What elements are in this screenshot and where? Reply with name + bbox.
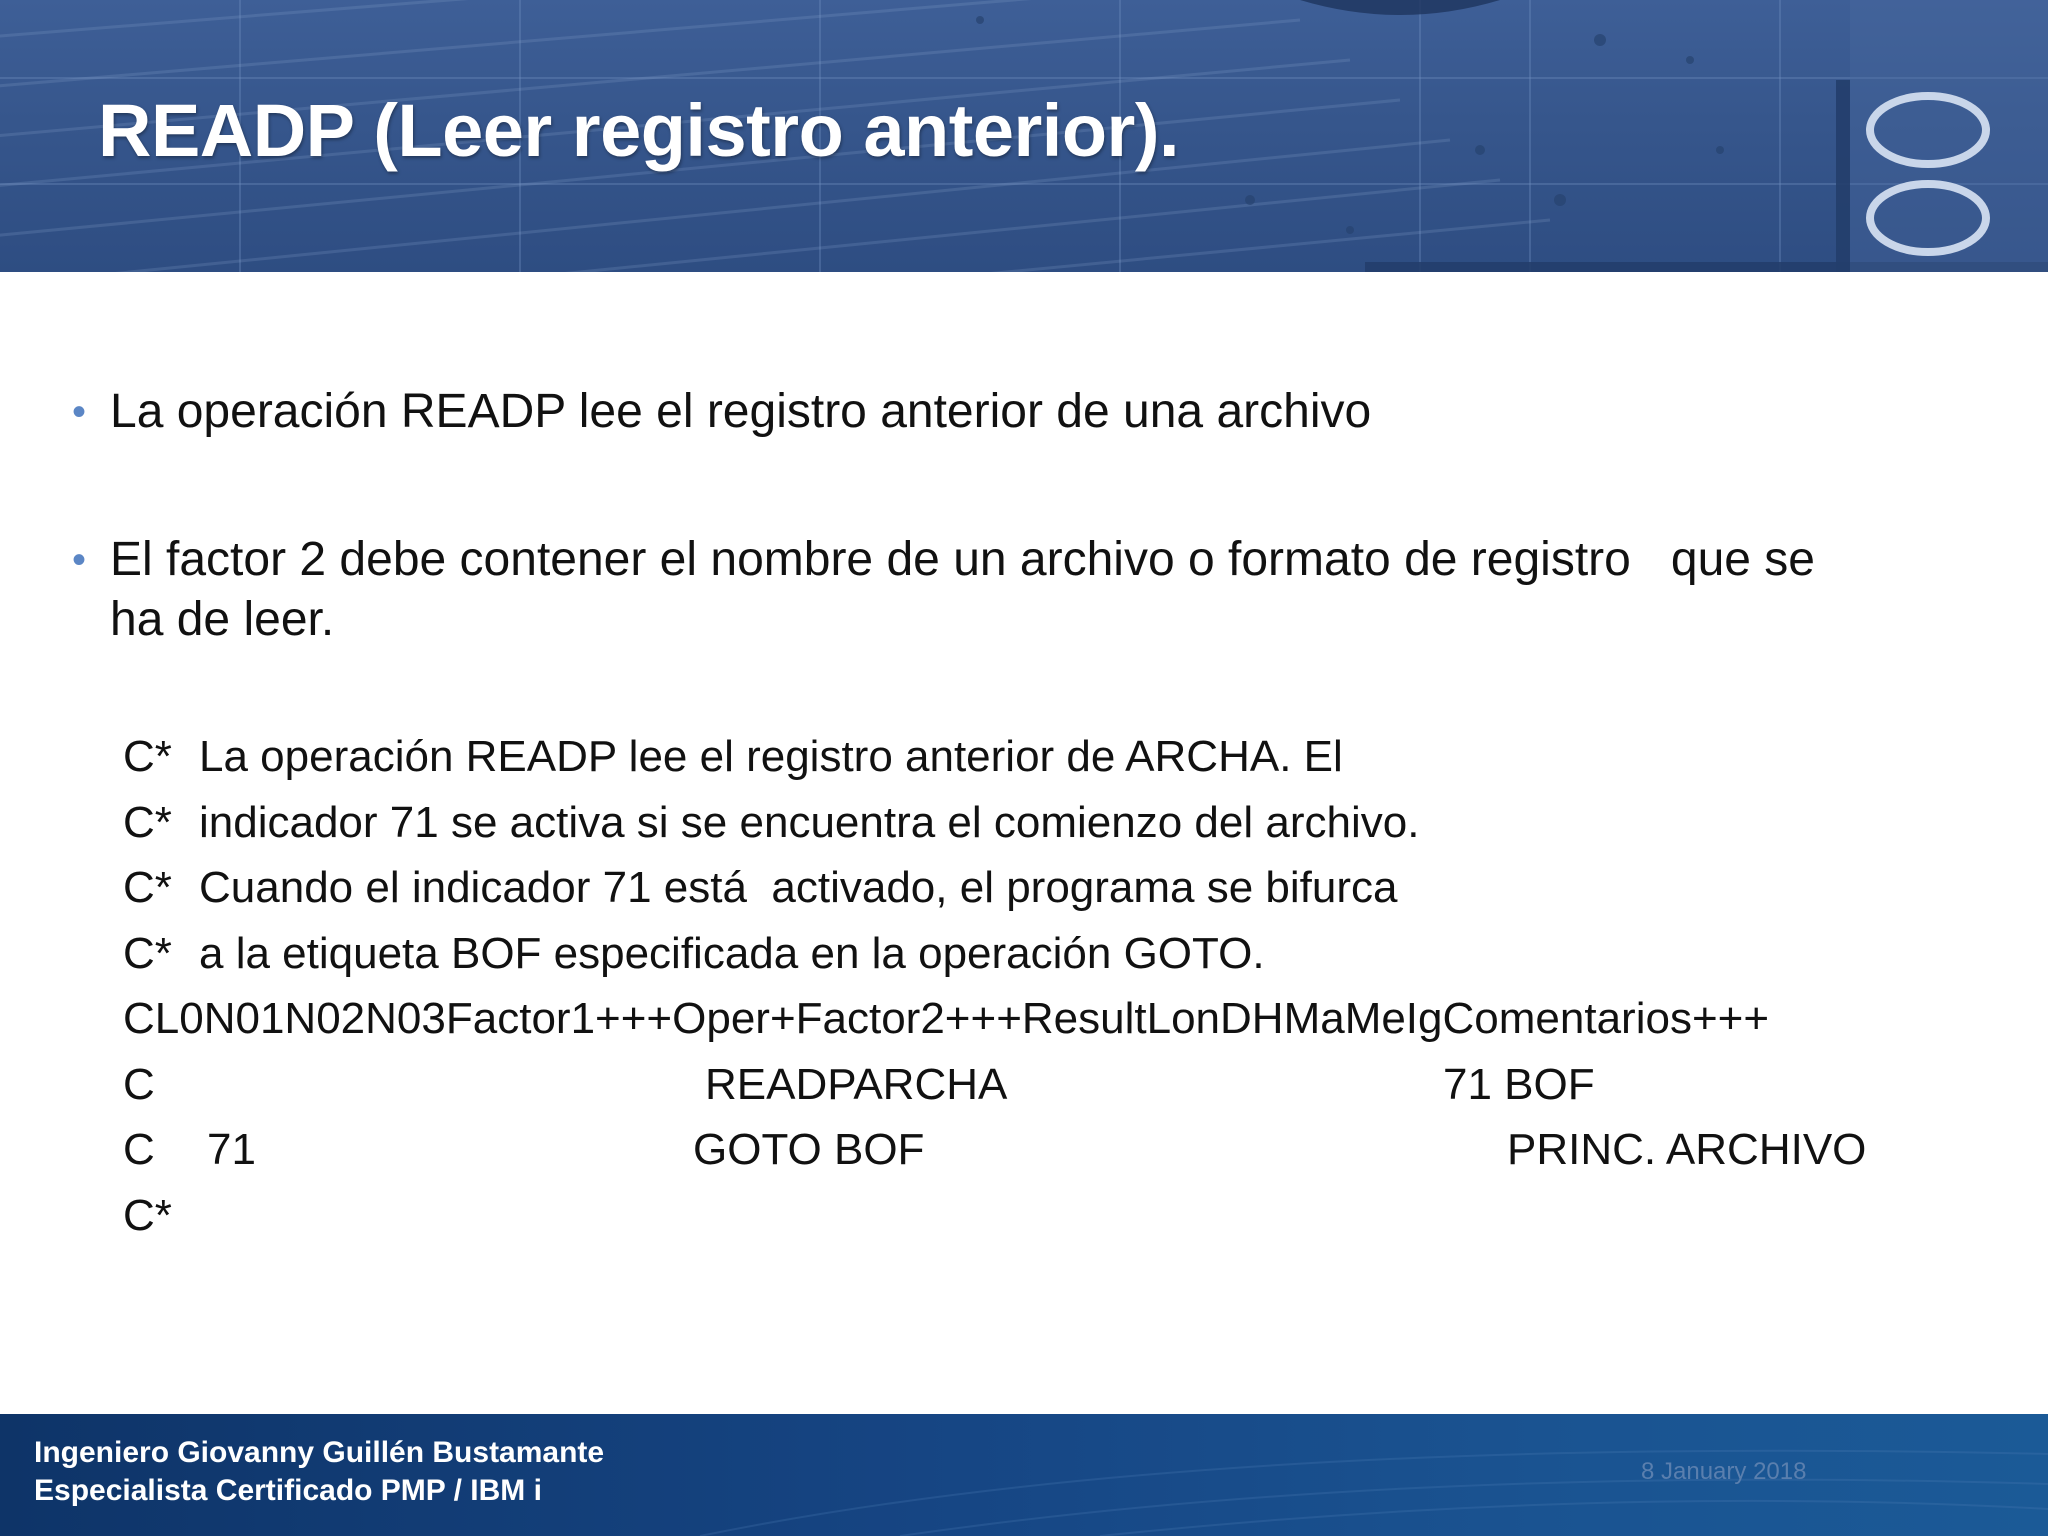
comment-text: La operación READP lee el registro anterior de ARCHA. El [199, 732, 1343, 781]
operation-text: GOTO BOF [693, 1125, 925, 1174]
condition-indicator: 71 [207, 1125, 256, 1174]
spec-prefix: C [123, 1059, 155, 1109]
spec-prefix: C* [123, 797, 172, 847]
code-line [123, 986, 1973, 1052]
spec-prefix: C* [123, 732, 172, 781]
code-line [123, 1117, 1973, 1183]
bullet-dot-icon: • [72, 538, 87, 582]
column-ruler: CL0N01N02N03Factor1+++Oper+Factor2+++ResultLonDHMaMeIgComentarios+++ [123, 994, 1770, 1043]
code-example [123, 724, 1973, 1248]
spec-prefix: C* [123, 928, 172, 978]
code-line [123, 790, 1973, 856]
code-line [123, 724, 1973, 790]
result-indicators: 71 BOF [1443, 1059, 1595, 1109]
author-info [34, 1434, 604, 1510]
bullet-text: La operación READP lee el registro anterior de una archivo [110, 385, 1372, 438]
bullet-dot-icon: • [72, 390, 87, 434]
author-credential: Especialista Certificado PMP / IBM i [34, 1474, 542, 1507]
operation-text: READPARCHA [705, 1059, 1008, 1109]
comment-text: a la etiqueta BOF especificada en la operación GOTO. [199, 928, 1265, 978]
comment-text: indicador 71 se activa si se encuentra el comienzo del archivo. [199, 797, 1420, 847]
comment-text: Cuando el indicador 71 está activado, el programa se bifurca [199, 863, 1398, 912]
bullet-list [70, 382, 1970, 650]
code-line [123, 1183, 1973, 1249]
slide-footer [0, 1414, 2048, 1536]
bullet-item [70, 382, 1970, 442]
slide-header [0, 0, 2048, 272]
spec-prefix: C [123, 1125, 155, 1174]
slide-title: READP (Leer registro anterior). [98, 89, 1180, 172]
comment-text: PRINC. ARCHIVO [1507, 1125, 1867, 1174]
bullet-item [70, 530, 1970, 650]
author-name: Ingeniero Giovanny Guillén Bustamante [34, 1436, 605, 1469]
code-line [123, 921, 1973, 987]
code-line [123, 1052, 1973, 1118]
spec-prefix: C* [123, 1190, 172, 1240]
spec-prefix: C* [123, 863, 172, 912]
code-line [123, 855, 1973, 921]
slide-date: 8 January 2018 [1641, 1458, 1807, 1485]
bullet-text-line: ha de leer. [110, 593, 335, 646]
bullet-text-line: El factor 2 debe contener el nombre de un archivo o formato de registro que se [110, 533, 1815, 586]
